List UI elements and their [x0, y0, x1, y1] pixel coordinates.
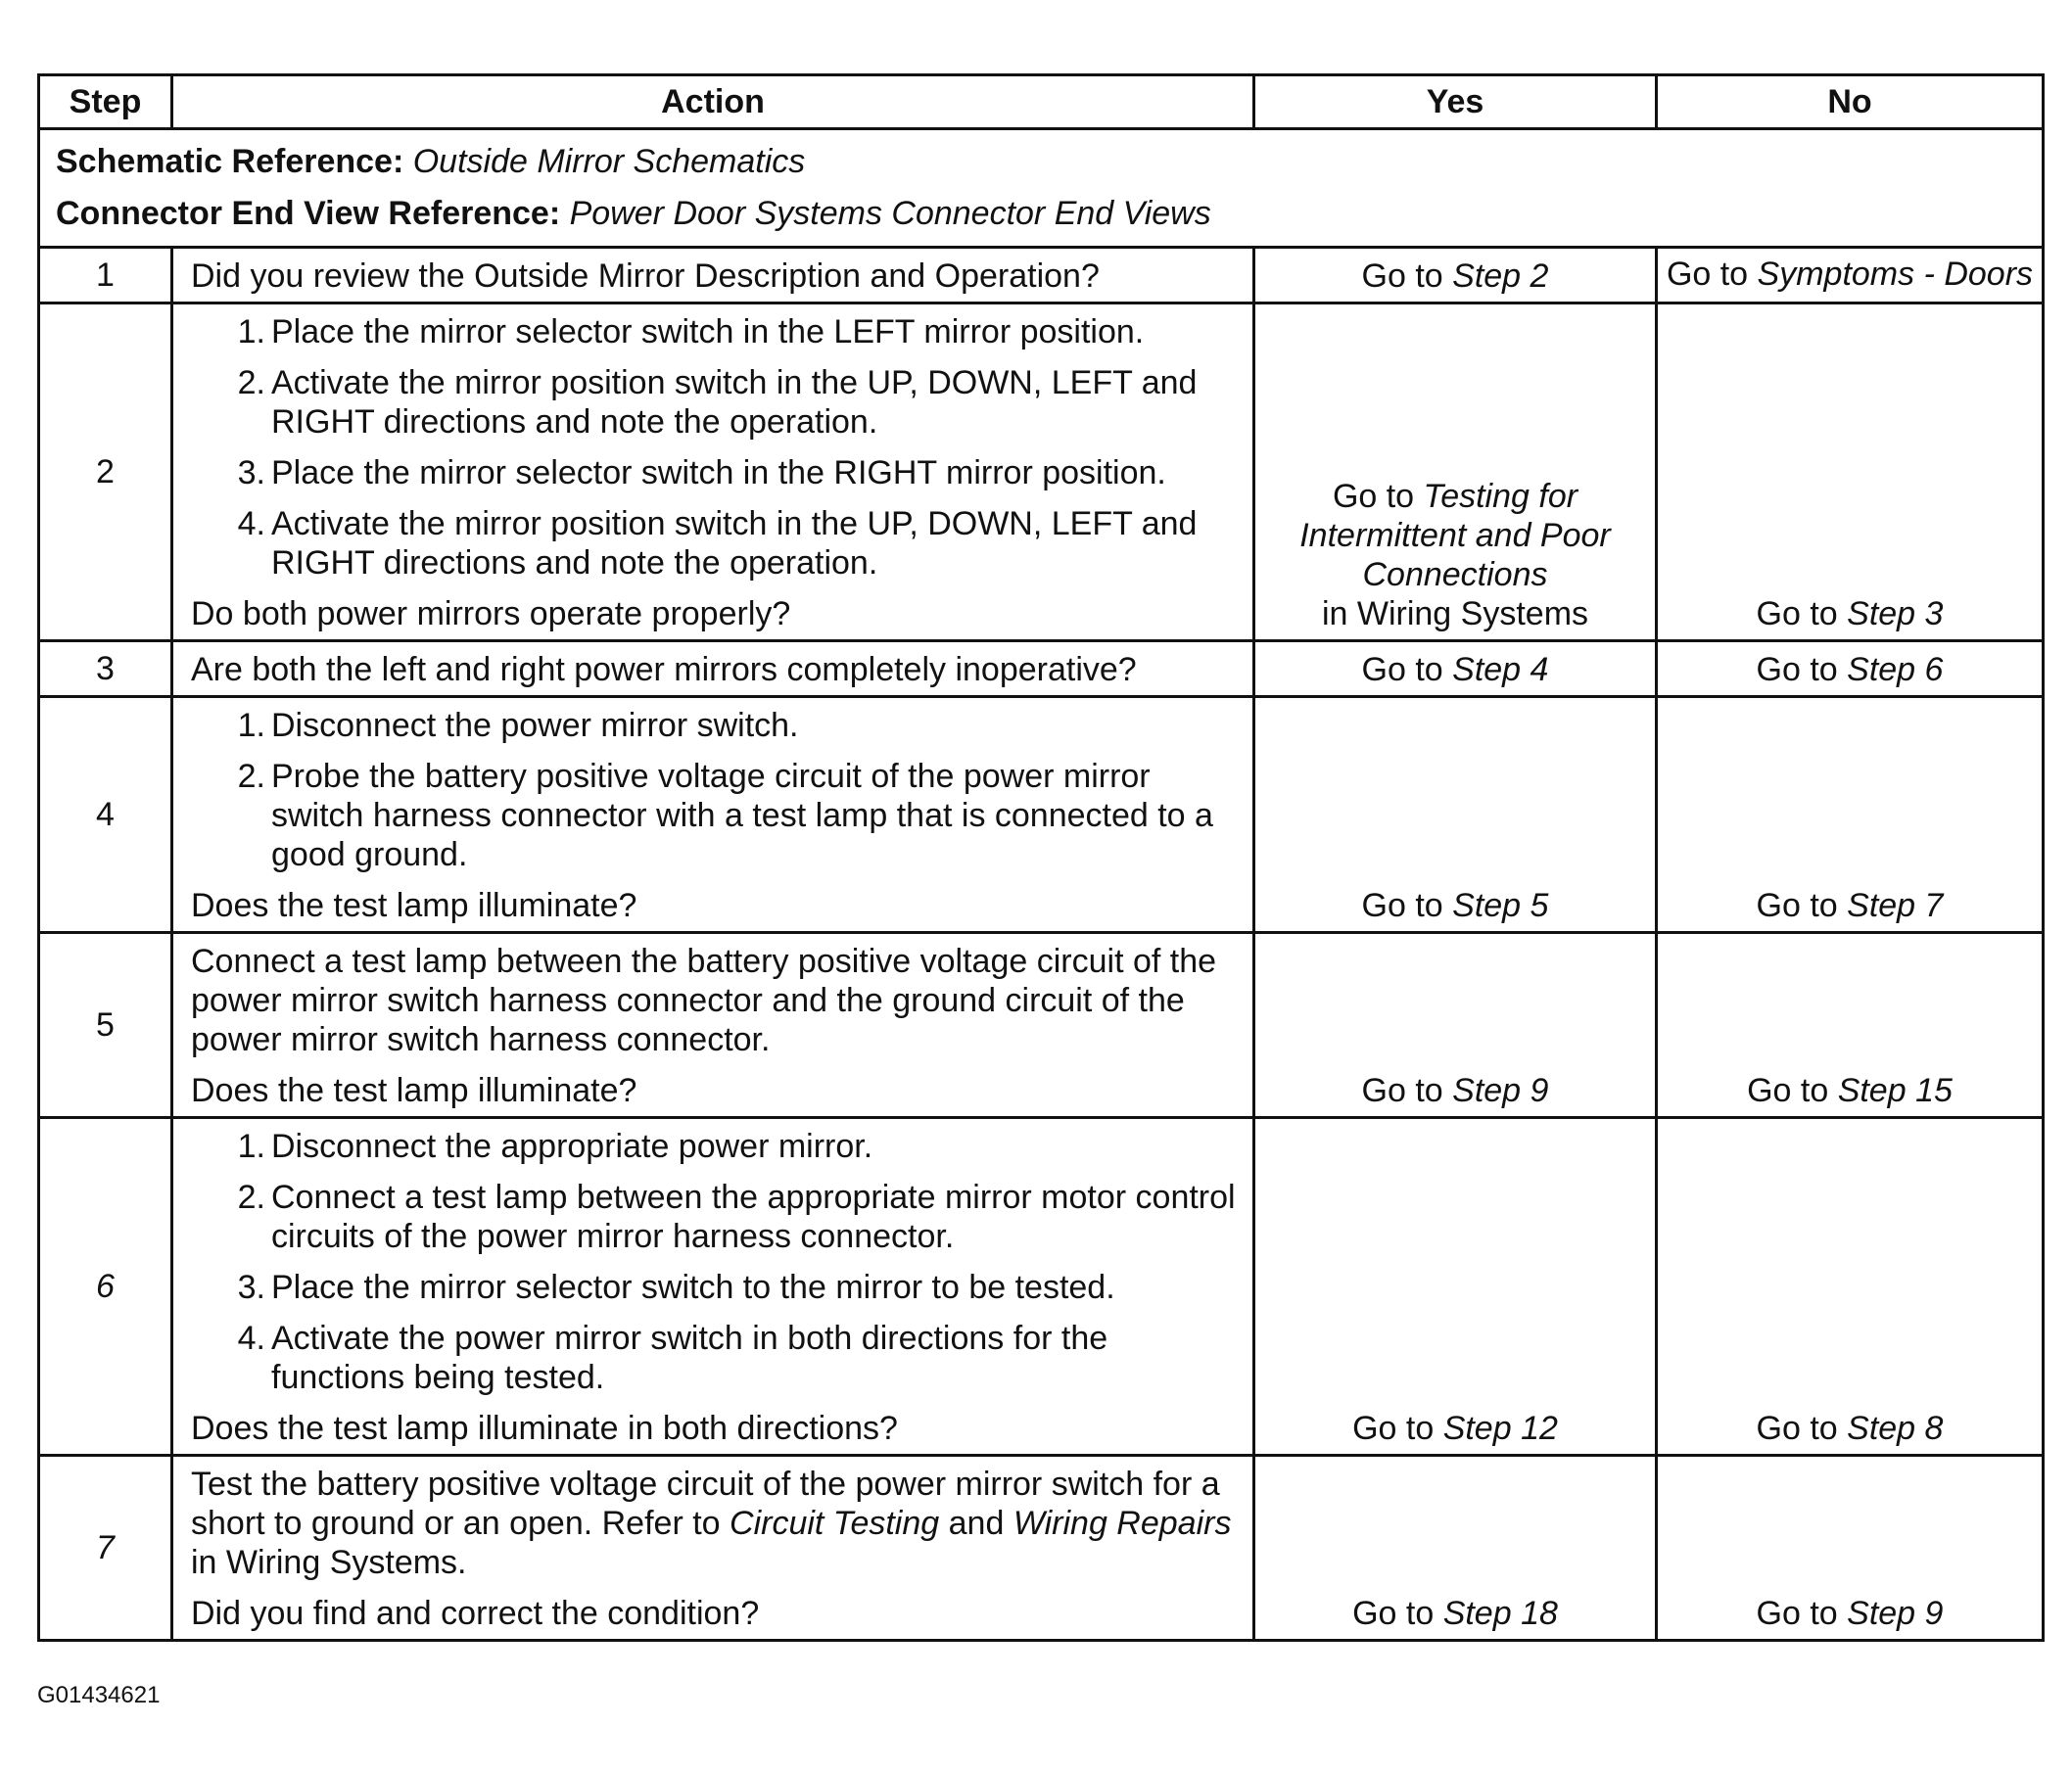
diagnostic-table: [37, 73, 2045, 1642]
yes-prefix: Go to: [1361, 257, 1453, 295]
table-row: [39, 641, 2044, 697]
yes-prefix: Go to: [1361, 651, 1453, 688]
yes-suffix: in Wiring Systems: [1321, 595, 1589, 632]
step-number: 4: [96, 796, 115, 833]
list-item-text: Connect a test lamp between the appropriate mirror motor control circuits of the power mirror harness connector.: [271, 1179, 1236, 1255]
list-item-text: Activate the mirror position switch in the UP, DOWN, LEFT and RIGHT directions and note the operation.: [271, 505, 1198, 582]
action-question: Are both the left and right power mirrors completely inoperative?: [191, 651, 1137, 688]
header-action: Action: [172, 75, 1254, 129]
reference-link: Circuit Testing: [730, 1505, 940, 1542]
header-no: No: [1657, 75, 2044, 129]
action-question: Do both power mirrors operate properly?: [191, 595, 791, 632]
list-item-number: 1.: [237, 313, 265, 350]
list-item-number: 2.: [237, 1179, 265, 1216]
header-step: Step: [39, 75, 172, 129]
no-prefix: Go to: [1756, 1410, 1848, 1447]
action-cell: [172, 933, 1254, 1118]
no-cell: [1657, 641, 2044, 697]
no-prefix: Go to: [1666, 256, 1758, 293]
step-cell: [39, 248, 172, 303]
list-item-text: Place the mirror selector switch in the LEFT mirror position.: [271, 313, 1145, 350]
no-step-link[interactable]: Step 3: [1847, 595, 1944, 632]
no-cell: [1657, 303, 2044, 641]
no-cell: [1657, 1118, 2044, 1456]
connector-reference-label: Connector End View Reference:: [56, 195, 561, 232]
action-question: Does the test lamp illuminate?: [191, 1072, 637, 1109]
yes-step-link[interactable]: Step 2: [1452, 257, 1549, 295]
action-cell: [172, 1456, 1254, 1641]
figure-id: G01434621: [37, 1682, 161, 1708]
table-row: [39, 697, 2044, 933]
action-question: Does the test lamp illuminate in both directions?: [191, 1410, 898, 1447]
step-number: 2: [96, 453, 115, 490]
action-intro: [191, 1465, 1239, 1582]
no-prefix: Go to: [1756, 1595, 1848, 1632]
list-item-text: Disconnect the power mirror switch.: [271, 707, 799, 744]
schematic-reference-label: Schematic Reference:: [56, 143, 404, 180]
step-cell: [39, 303, 172, 641]
list-item-text: Place the mirror selector switch in the RIGHT mirror position.: [271, 454, 1166, 491]
connector-reference: [56, 188, 2026, 240]
reference-row: [39, 129, 2044, 248]
no-step-link[interactable]: Step 8: [1847, 1410, 1944, 1447]
yes-step-link[interactable]: Step 12: [1442, 1410, 1558, 1447]
list-item-text: Activate the power mirror switch in both directions for the functions being tested.: [271, 1320, 1108, 1396]
list-item-number: 3.: [237, 1269, 265, 1306]
list-item-number: 4.: [237, 1320, 265, 1357]
action-steps-list: [191, 706, 1239, 874]
list-item-number: 4.: [237, 505, 265, 542]
action-intro: Connect a test lamp between the battery positive voltage circuit of the power mirror switch harness connector and the ground circuit of the power mirror switch harness connector.: [191, 943, 1217, 1058]
action-steps-list: [191, 312, 1239, 583]
no-step-link[interactable]: Step 15: [1837, 1072, 1953, 1109]
action-cell: [172, 1118, 1254, 1456]
yes-cell: [1254, 641, 1657, 697]
list-item: [191, 312, 1239, 351]
yes-step-link[interactable]: Step 5: [1452, 887, 1549, 924]
list-item: [191, 363, 1239, 442]
step-number: 7: [96, 1529, 115, 1566]
yes-cell: [1254, 1456, 1657, 1641]
schematic-reference-link: Outside Mirror Schematics: [412, 143, 806, 180]
yes-step-link[interactable]: Step 9: [1452, 1072, 1549, 1109]
no-prefix: Go to: [1747, 1072, 1838, 1109]
yes-cell: [1254, 1118, 1657, 1456]
action-text: Test the battery positive voltage circuit of the power mirror switch for a short to ground or an open. Refer to: [191, 1466, 1220, 1542]
yes-prefix: Go to: [1352, 1595, 1443, 1632]
yes-prefix: Go to: [1332, 478, 1424, 515]
action-text: and: [939, 1505, 1013, 1542]
yes-prefix: Go to: [1352, 1410, 1443, 1447]
list-item-text: Activate the mirror position switch in the UP, DOWN, LEFT and RIGHT directions and note the operation.: [271, 364, 1198, 441]
no-step-link[interactable]: Step 7: [1847, 887, 1944, 924]
yes-cell: [1254, 697, 1657, 933]
yes-prefix: Go to: [1361, 887, 1453, 924]
no-step-link[interactable]: Step 6: [1847, 651, 1944, 688]
no-prefix: Go to: [1756, 595, 1848, 632]
yes-cell: [1254, 303, 1657, 641]
list-item-text: Disconnect the appropriate power mirror.: [271, 1128, 873, 1165]
list-item: [191, 504, 1239, 583]
header-yes: Yes: [1254, 75, 1657, 129]
no-prefix: Go to: [1756, 651, 1848, 688]
list-item-number: 1.: [237, 1128, 265, 1165]
no-step-link[interactable]: Symptoms - Doors: [1757, 256, 2034, 293]
action-question: Does the test lamp illuminate?: [191, 887, 637, 924]
no-cell: [1657, 1456, 2044, 1641]
yes-step-link[interactable]: Step 4: [1452, 651, 1549, 688]
list-item: [191, 706, 1239, 745]
list-item-number: 2.: [237, 364, 265, 401]
header-row: [39, 75, 2044, 129]
action-steps-list: [191, 1127, 1239, 1397]
table-row: [39, 303, 2044, 641]
action-cell: [172, 303, 1254, 641]
yes-cell: [1254, 248, 1657, 303]
step-cell: [39, 697, 172, 933]
no-cell: [1657, 933, 2044, 1118]
no-step-link[interactable]: Step 9: [1847, 1595, 1944, 1632]
table-row: [39, 1456, 2044, 1641]
list-item: [191, 1268, 1239, 1307]
connector-reference-link: Power Door Systems Connector End Views: [569, 195, 1211, 232]
schematic-reference: [56, 136, 2026, 188]
table-row: [39, 1118, 2044, 1456]
list-item: [191, 1127, 1239, 1166]
action-question: Did you find and correct the condition?: [191, 1595, 760, 1632]
yes-prefix: Go to: [1361, 1072, 1453, 1109]
list-item-number: 1.: [237, 707, 265, 744]
list-item: [191, 1178, 1239, 1256]
list-item-number: 2.: [237, 758, 265, 795]
step-number: 3: [96, 650, 115, 687]
reference-link: Wiring Repairs: [1012, 1505, 1232, 1542]
list-item: [191, 453, 1239, 492]
list-item-text: Place the mirror selector switch to the mirror to be tested.: [271, 1269, 1115, 1306]
step-cell: [39, 1456, 172, 1641]
yes-cell: [1254, 933, 1657, 1118]
yes-step-link[interactable]: Testing for Intermittent and Poor Connections: [1299, 478, 1611, 593]
action-cell: [172, 697, 1254, 933]
list-item-number: 3.: [237, 454, 265, 491]
no-cell: [1657, 697, 2044, 933]
action-cell: [172, 248, 1254, 303]
step-number: 6: [96, 1268, 115, 1305]
step-cell: [39, 1118, 172, 1456]
no-prefix: Go to: [1756, 887, 1848, 924]
step-cell: [39, 641, 172, 697]
step-number: 5: [96, 1006, 115, 1044]
list-item: [191, 757, 1239, 874]
action-question: Did you review the Outside Mirror Description and Operation?: [191, 257, 1100, 295]
step-cell: [39, 933, 172, 1118]
table-row: [39, 248, 2044, 303]
list-item: [191, 1319, 1239, 1397]
reference-cell: [39, 129, 2044, 248]
action-text: in Wiring Systems.: [191, 1544, 467, 1581]
step-number: 1: [96, 256, 115, 294]
yes-step-link[interactable]: Step 18: [1442, 1595, 1558, 1632]
action-cell: [172, 641, 1254, 697]
table-row: [39, 933, 2044, 1118]
no-cell: [1657, 248, 2044, 303]
list-item-text: Probe the battery positive voltage circuit of the power mirror switch harness connector with a test lamp that is connected to a good ground.: [271, 758, 1213, 873]
